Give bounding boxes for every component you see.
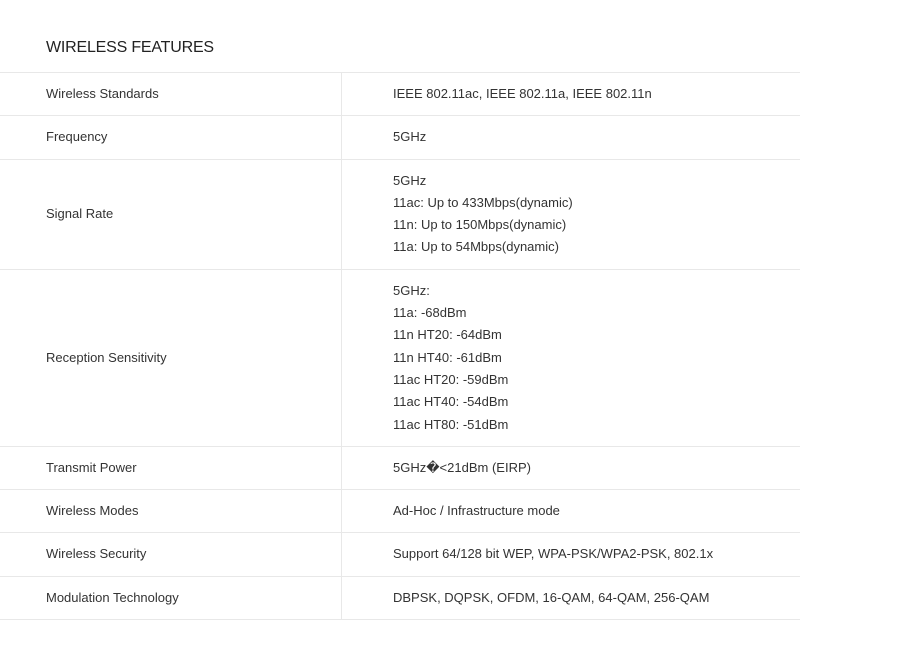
spec-row	[0, 490, 800, 533]
spec-label: Wireless Standards	[0, 73, 342, 116]
spec-value-line: 11n HT40: -61dBm	[393, 349, 502, 365]
spec-value-line: DBPSK, DQPSK, OFDM, 16-QAM, 64-QAM, 256-QAM	[393, 589, 710, 605]
spec-value-line: 11n HT20: -64dBm	[393, 327, 502, 343]
spec-row	[0, 116, 800, 159]
spec-label: Transmit Power	[0, 446, 342, 489]
spec-label: Frequency	[0, 116, 342, 159]
spec-row	[0, 533, 800, 576]
section-title: WIRELESS FEATURES	[46, 39, 214, 56]
spec-value-line: 5GHz:	[393, 282, 430, 298]
spec-value-line: 11ac HT40: -54dBm	[393, 394, 509, 410]
spec-value-line: 11ac HT80: -51dBm	[393, 416, 509, 432]
spec-value	[342, 73, 801, 116]
spec-value	[342, 116, 801, 159]
spec-value-line: 11ac: Up to 433Mbps(dynamic)	[393, 194, 573, 210]
spec-label: Wireless Security	[0, 533, 342, 576]
spec-value-line: 5GHz�<21dBm (EIRP)	[393, 459, 531, 475]
spec-label: Modulation Technology	[0, 576, 342, 619]
spec-value-line: 11a: Up to 54Mbps(dynamic)	[393, 239, 559, 255]
spec-value	[342, 533, 801, 576]
spec-value	[342, 159, 801, 269]
spec-value	[342, 576, 801, 619]
spec-value	[342, 269, 801, 446]
spec-value-line: 11ac HT20: -59dBm	[393, 371, 509, 387]
spec-value	[342, 490, 801, 533]
spec-label: Wireless Modes	[0, 490, 342, 533]
spec-value-line: 11a: -68dBm	[393, 305, 467, 321]
spec-row	[0, 576, 800, 619]
spec-value-line: Support 64/128 bit WEP, WPA-PSK/WPA2-PSK, 802.1x	[393, 546, 714, 562]
spec-value	[342, 446, 801, 489]
spec-value-line: 5GHz	[393, 172, 427, 188]
spec-label: Reception Sensitivity	[0, 269, 342, 446]
spec-label: Signal Rate	[0, 159, 342, 269]
spec-table	[0, 72, 800, 620]
spec-table-body	[0, 73, 800, 620]
spec-value-line: IEEE 802.11ac, IEEE 802.11a, IEEE 802.11n	[393, 86, 652, 101]
spec-row	[0, 269, 800, 446]
spec-row	[0, 446, 800, 489]
spec-row	[0, 73, 800, 116]
spec-value-line: 5GHz	[393, 129, 427, 145]
spec-value-line: 11n: Up to 150Mbps(dynamic)	[393, 217, 567, 233]
spec-row	[0, 159, 800, 269]
spec-value-line: Ad-Hoc / Infrastructure mode	[393, 503, 560, 519]
